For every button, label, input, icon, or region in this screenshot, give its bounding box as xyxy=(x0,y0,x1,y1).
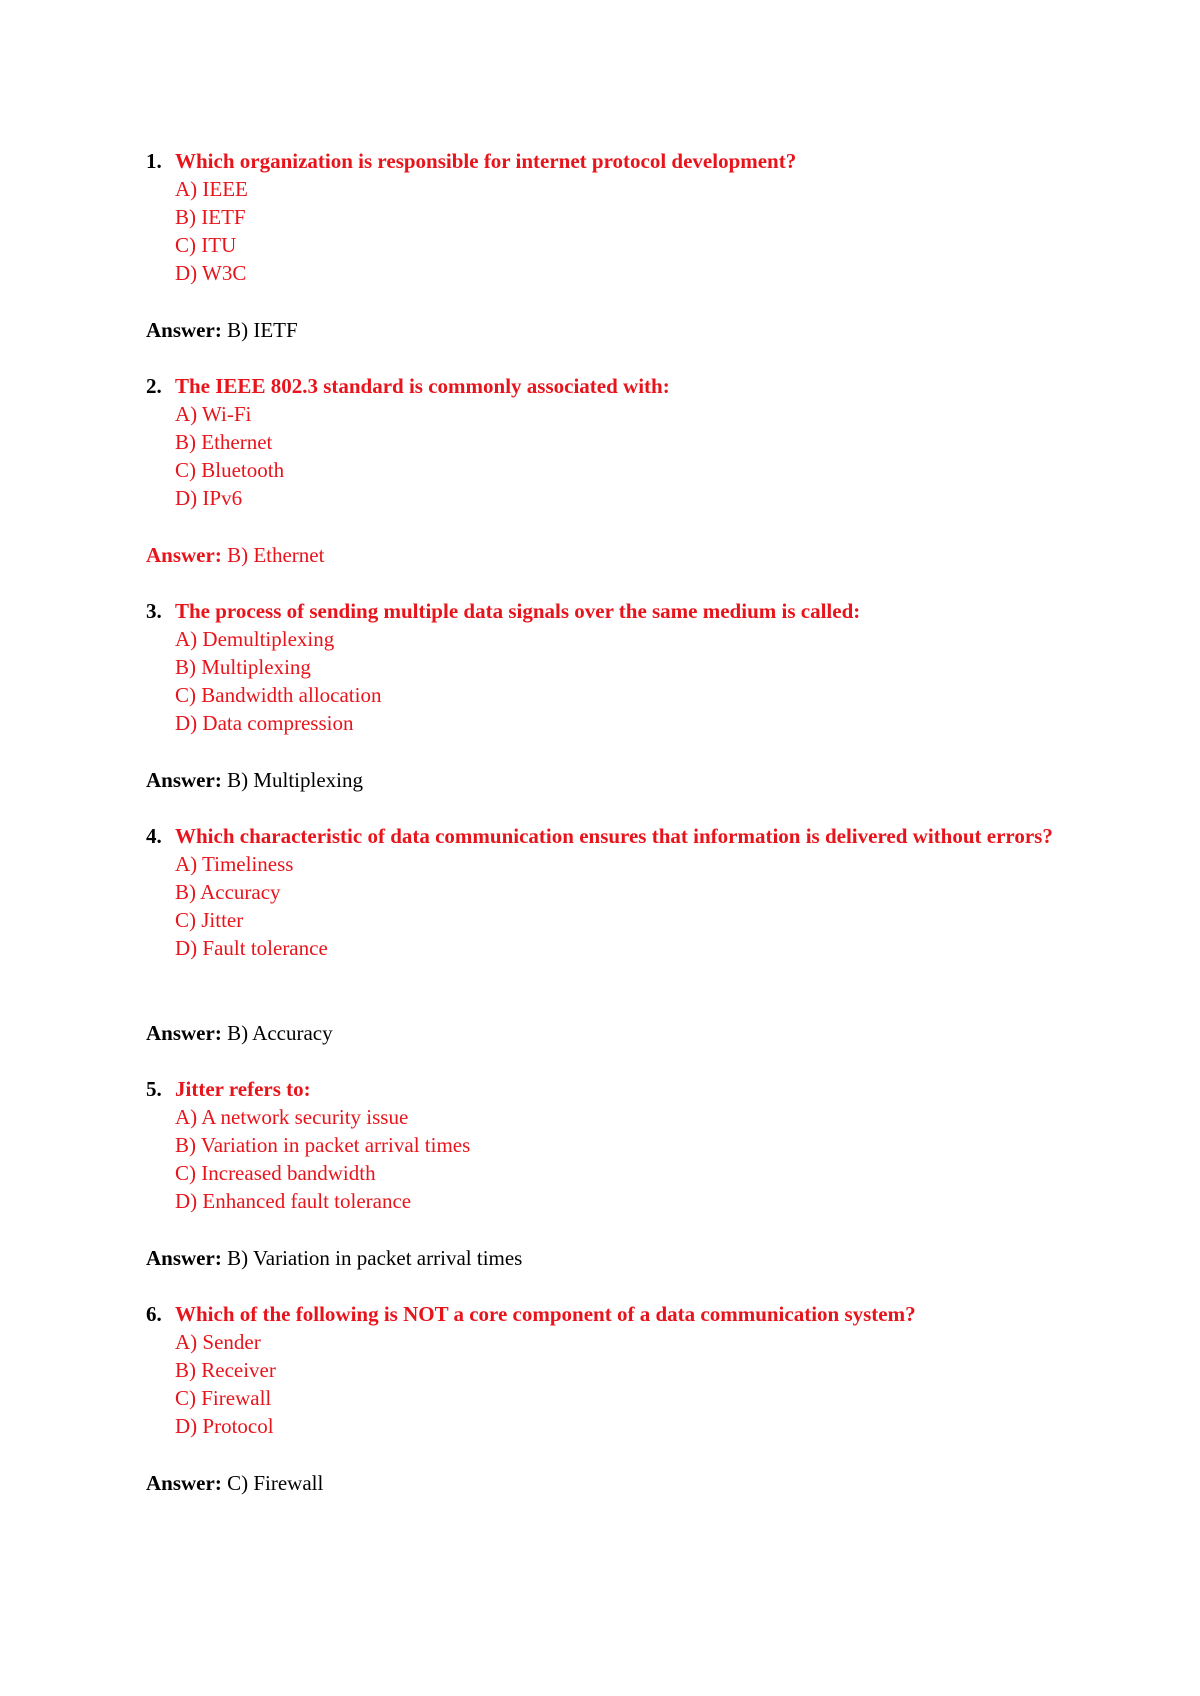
question-1 xyxy=(146,147,1076,287)
question-3-options xyxy=(175,625,1076,737)
question-6-option-d: D) Protocol xyxy=(175,1414,274,1438)
question-2-option-b: B) Ethernet xyxy=(175,430,273,454)
answer-6-text: C) Firewall xyxy=(227,1471,324,1495)
answer-4 xyxy=(146,1019,333,1047)
question-4-text: Which characteristic of data communication ensures that information is delivered without errors? xyxy=(175,824,1053,848)
question-3-text: The process of sending multiple data signals over the same medium is called: xyxy=(175,599,861,623)
answer-4-text: B) Accuracy xyxy=(227,1021,333,1045)
question-5-option-c: C) Increased bandwidth xyxy=(175,1161,376,1185)
question-3-option-b: B) Multiplexing xyxy=(175,655,311,679)
question-5-number: 5. xyxy=(146,1077,162,1101)
question-5-option-b: B) Variation in packet arrival times xyxy=(175,1133,471,1157)
answer-1 xyxy=(146,316,298,344)
question-3-option-a: A) Demultiplexing xyxy=(175,627,335,651)
question-1-option-c: C) ITU xyxy=(175,233,237,257)
question-4-line xyxy=(146,822,1076,850)
question-6-option-c: C) Firewall xyxy=(175,1386,272,1410)
answer-5-text: B) Variation in packet arrival times xyxy=(227,1246,523,1270)
question-4-number: 4. xyxy=(146,824,162,848)
question-1-option-d: D) W3C xyxy=(175,261,247,285)
question-5-option-d: D) Enhanced fault tolerance xyxy=(175,1189,412,1213)
question-2-option-d: D) IPv6 xyxy=(175,486,243,510)
answer-5 xyxy=(146,1244,522,1272)
question-6-options xyxy=(175,1328,1076,1440)
question-2 xyxy=(146,372,1076,512)
question-6-option-b: B) Receiver xyxy=(175,1358,276,1382)
question-1-text: Which organization is responsible for internet protocol development? xyxy=(175,149,797,173)
question-1-line xyxy=(146,147,1076,175)
question-3-line xyxy=(146,597,1076,625)
question-2-options xyxy=(175,400,1076,512)
question-3-option-d: D) Data compression xyxy=(175,711,354,735)
question-4 xyxy=(146,822,1076,962)
question-6-text: Which of the following is NOT a core component of a data communication system? xyxy=(175,1302,916,1326)
answer-5-label: Answer: xyxy=(146,1246,222,1270)
question-1-option-b: B) IETF xyxy=(175,205,246,229)
question-4-options xyxy=(175,850,1076,962)
answer-6 xyxy=(146,1469,323,1497)
answer-2 xyxy=(146,541,324,569)
question-1-number: 1. xyxy=(146,149,162,173)
answer-2-text: B) Ethernet xyxy=(227,543,325,567)
question-4-option-c: C) Jitter xyxy=(175,908,244,932)
question-6 xyxy=(146,1300,1076,1440)
answer-1-label: Answer: xyxy=(146,318,222,342)
question-5-options xyxy=(175,1103,1076,1215)
answer-3-label: Answer: xyxy=(146,768,222,792)
question-3-option-c: C) Bandwidth allocation xyxy=(175,683,382,707)
question-5-line xyxy=(146,1075,1076,1103)
question-4-option-d: D) Fault tolerance xyxy=(175,936,328,960)
answer-4-label: Answer: xyxy=(146,1021,222,1045)
question-1-option-a: A) IEEE xyxy=(175,177,248,201)
question-5-option-a: A) A network security issue xyxy=(175,1105,409,1129)
question-6-number: 6. xyxy=(146,1302,162,1326)
question-2-line xyxy=(146,372,1076,400)
question-3 xyxy=(146,597,1076,737)
question-2-text: The IEEE 802.3 standard is commonly associated with: xyxy=(175,374,670,398)
question-2-option-c: C) Bluetooth xyxy=(175,458,285,482)
question-4-option-b: B) Accuracy xyxy=(175,880,281,904)
question-5-text: Jitter refers to: xyxy=(175,1077,311,1101)
question-5 xyxy=(146,1075,1076,1215)
answer-3 xyxy=(146,766,363,794)
question-6-option-a: A) Sender xyxy=(175,1330,261,1354)
question-3-number: 3. xyxy=(146,599,162,623)
question-2-number: 2. xyxy=(146,374,162,398)
question-6-line xyxy=(146,1300,1076,1328)
answer-2-label: Answer: xyxy=(146,543,222,567)
question-1-options xyxy=(175,175,1076,287)
answer-1-text: B) IETF xyxy=(227,318,298,342)
answer-6-label: Answer: xyxy=(146,1471,222,1495)
question-4-option-a: A) Timeliness xyxy=(175,852,294,876)
answer-3-text: B) Multiplexing xyxy=(227,768,363,792)
question-2-option-a: A) Wi-Fi xyxy=(175,402,252,426)
